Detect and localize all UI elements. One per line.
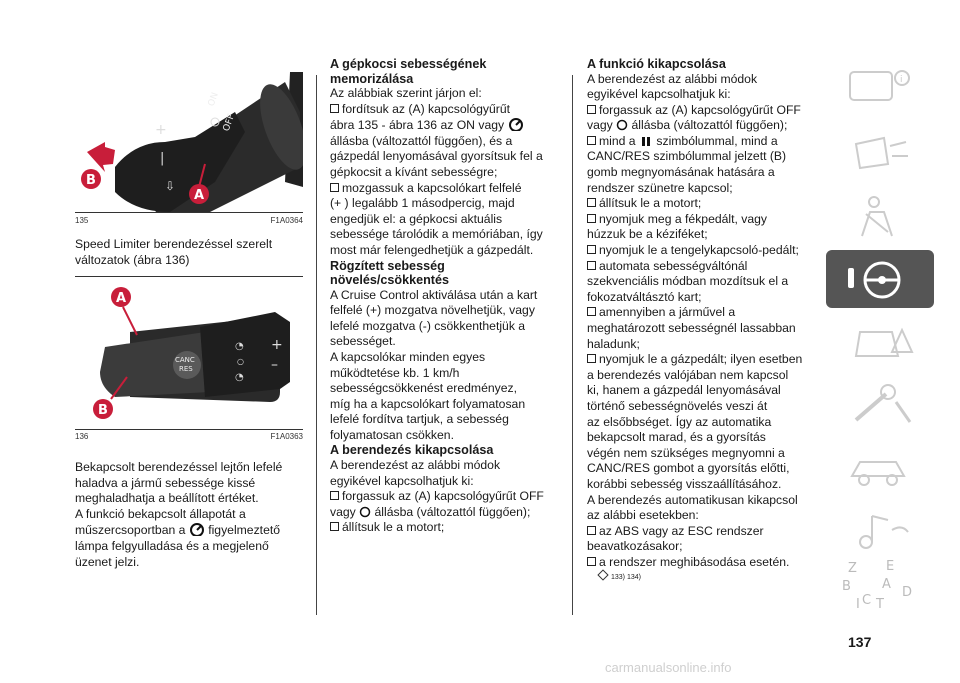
figure-136 [75, 276, 303, 430]
callout-a-label: A [194, 188, 205, 203]
svg-text:C: C [862, 593, 872, 608]
steering-wheel-icon [826, 250, 934, 308]
page-number: 137 [848, 634, 872, 650]
stalk-illustration-135 [75, 72, 303, 212]
section-heading: Rögzített sebesség növelés/csökkentés [330, 258, 450, 288]
sidebar-emergency-tab[interactable] [826, 312, 934, 370]
watermark: carmanualsonline.info [605, 660, 732, 675]
section-heading: A gépkocsi sebességének memorizálása [330, 57, 487, 86]
speed-limiter-intro: Speed Limiter berendezéssel szerelt változatok (ábra 136) [75, 237, 273, 267]
section-heading: A funkció kikapcsolása [587, 57, 726, 71]
svg-text:○: ○ [237, 357, 244, 366]
svg-text:+: + [271, 337, 283, 353]
sidebar-driving-tab[interactable] [826, 250, 934, 308]
sidebar-index-tab[interactable] [826, 558, 934, 610]
deactivation-section: A funkció kikapcsolása A berendezést az alábbi módok egyikével kapcsolhatjuk ki: forgassuk az (A) kapcsológyűrűt OFF vagy állásba (változattól függően); mind a szimbólummal, mind a CANC/RES szimbólummal jelzett (B) gomb megnyomásának hatására a rendszer szünetre kapcsol; állítsuk le a motort; nyomjuk meg a fékpedált, vagy húzzuk be a kéziféket; nyomjuk le a tengelykapcsoló-pedált; automata sebességváltónál szekvenciális módban mozdítsuk el a fokozatváltásztó kart; amennyiben a járművel a meghatározott sebességnél lassabban haladunk; nyomjuk le a gázpedált; ilyen esetben a berendezés valójában nem kapcsol ki, hanem a gázpedál lenyomásával történő sebességnövelés veszi át az elsőbbséget. Így az automatika bekapcsolt marad, és a gyorsítás végén nem szükséges megnyomni a CANC/RES gombot a gyorsítás előtti, korábbi sebesség visszaállításához. A berendezés automatikusan kikapcsol az alábbi esetekben: az ABS vagy az ESC rendszer beavatkozásakor; a rendszer meghibásodása esetén. 133) 134) [587, 57, 819, 583]
figure-135-caption: 135 F1A0364 [75, 216, 303, 225]
music-note-icon [826, 502, 934, 560]
svg-text:◔: ◔ [235, 372, 244, 383]
lights-icon [826, 124, 934, 182]
sidebar-specs-tab[interactable] [826, 440, 934, 498]
svg-text:B: B [98, 403, 108, 418]
svg-text:A: A [116, 291, 127, 306]
svg-text:T: T [876, 597, 884, 610]
car-specs-icon [826, 440, 934, 498]
figure-135 [75, 72, 303, 213]
off-circle-icon [359, 506, 371, 518]
svg-text:–: – [271, 357, 278, 373]
svg-text:A: A [882, 577, 891, 592]
column-divider [572, 75, 573, 615]
svg-text:I: I [856, 597, 860, 610]
callout-b-label: B [86, 173, 96, 188]
svg-text:|: | [160, 151, 165, 166]
cruise-control-icon [508, 117, 524, 131]
cruise-control-warning-icon [189, 522, 205, 536]
svg-text:B: B [842, 579, 851, 594]
warning-references: 133) 134) [611, 573, 641, 581]
svg-text:E: E [886, 559, 895, 574]
bullet [330, 104, 339, 113]
dashboard-icon [826, 58, 934, 116]
svg-text:Z: Z [848, 561, 857, 576]
stalk-illustration-136 [75, 277, 303, 429]
memorize-section: A gépkocsi sebességének memorizálása Az alábbiak szerint járjon el: fordítsuk az (A) kapcsológyűrűt ábra 135 - ábra 136 az ON vagy állásba (változattól függően), és a gázpedál lenyomásával gyorsítsuk fel a gépkocsit a kívánt sebességre; mozgassuk a kapcsolókart felfelé (+ ) legalább 1 másodpercig, majd engedjük el: a gépkocsi aktuális sebessége tárolódik a memóriában, így most már felengedhetjük a gázpedált. Rögzített sebesség növelés/csökkentés A Cruise Control aktiválása után a kart felfelé (+) mozgatva növelhetjük, vagy lefelé mozgatva (-) csökkenthetjük a sebességet. A kapcsolókar minden egyes működtetése kb. 1 km/h sebességcsökkenést eredményez, míg ha a kapcsolókart folyamatosan lefelé fordítva tartjuk, a sebesség folyamatosan csökken. A berendezés kikapcsolása A berendezést az alábbi módok egyikével kapcsolhatjuk ki: forgassuk az (A) kapcsológyűrűt OFF vagy állásba (változattól függően); állítsuk le a motort; [330, 57, 562, 536]
canc-label: CANC [175, 356, 195, 364]
alphabet-index-icon [826, 558, 934, 610]
sidebar-lights-tab[interactable] [826, 124, 934, 182]
svg-text:◔: ◔ [235, 341, 244, 352]
svg-text:⇩: ⇩ [165, 179, 176, 193]
figure-136-caption: 136 F1A0363 [75, 432, 303, 441]
sidebar-multimedia-tab[interactable] [826, 502, 934, 560]
off-label: OFF [221, 112, 238, 133]
wrench-icon [826, 376, 934, 434]
pause-icon [639, 135, 653, 147]
on-label: ON [206, 91, 221, 108]
seatbelt-icon [826, 188, 934, 246]
column-divider [316, 75, 317, 615]
warning-triangle-icon [826, 312, 934, 370]
sidebar-dashboard-tab[interactable] [826, 58, 934, 116]
section-heading: A berendezés kikapcsolása [330, 443, 494, 458]
sidebar-maintenance-tab[interactable] [826, 376, 934, 434]
svg-text:+: + [155, 122, 167, 138]
svg-text:D: D [902, 585, 913, 600]
off-circle-icon [616, 119, 628, 131]
res-label: RES [179, 365, 193, 373]
svg-text:i: i [900, 75, 903, 85]
downhill-paragraph: Bekapcsolt berendezéssel lejtőn lefelé haladva a jármű sebessége kissé meghaladhatja a beállított értéket. A funkció bekapcsolt állapotát a műszercsoportban a figyelmeztető lámpa felgyulladása és a megjelenő üzenet jelzi. [75, 460, 283, 569]
sidebar-safety-tab[interactable] [826, 188, 934, 246]
